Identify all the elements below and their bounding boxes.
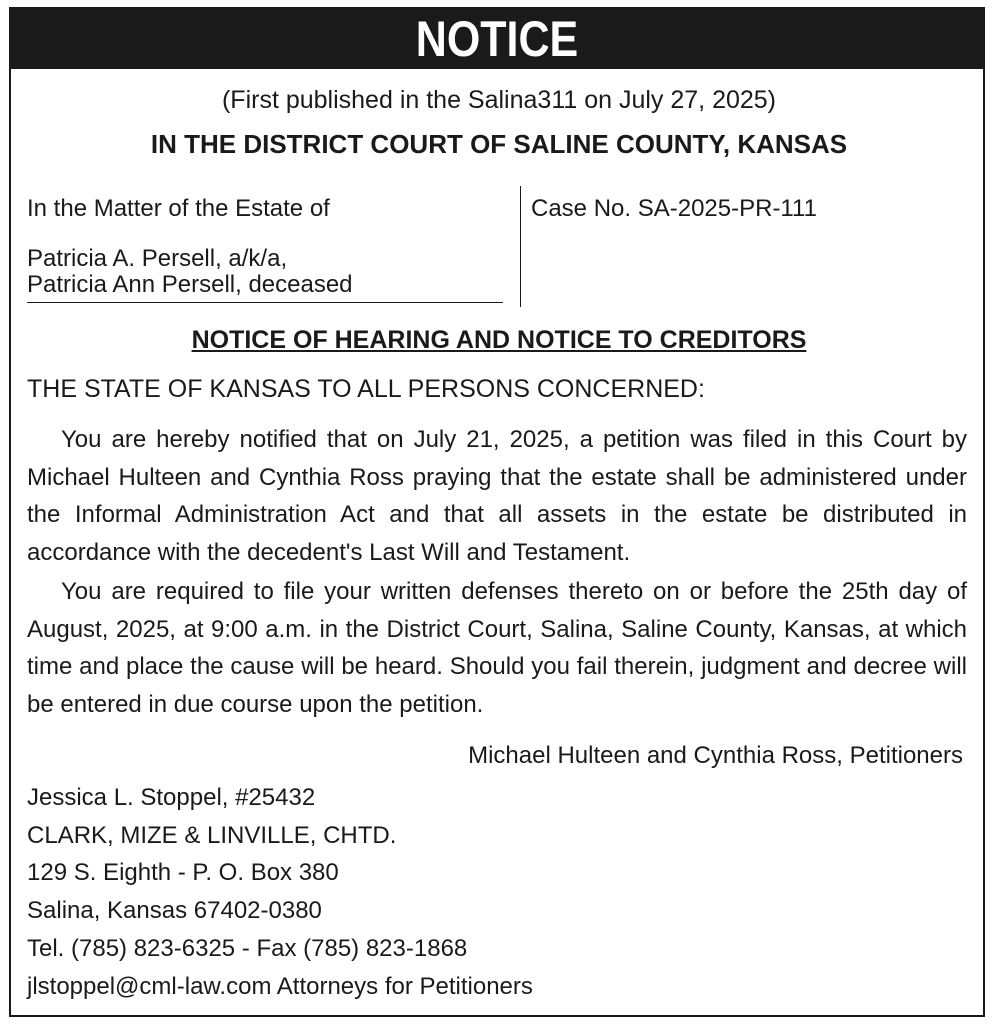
paragraph-defenses (27, 573, 967, 724)
case-number: Case No. SA-2025-PR-111 (531, 195, 817, 222)
first-published-line: (First published in the Salina311 on July 27, 2025) (221, 86, 777, 114)
attorney-signature-block (27, 779, 533, 1005)
paragraph-petition-filed (27, 421, 967, 572)
email-and-role: jlstoppel@cml-law.com Attorneys for Petitioners (27, 972, 533, 1000)
caption-divider (520, 186, 521, 307)
court-name: IN THE DISTRICT COURT OF SALINE COUNTY, KANSAS (150, 129, 848, 159)
notice-frame (9, 7, 985, 1017)
petitioners-line: Michael Hulteen and Cynthia Ross, Petitioners (468, 742, 963, 769)
decedent-name-line-1: Patricia A. Persell, a/k/a, (27, 245, 288, 272)
address-line-2: Salina, Kansas 67402-0380 (27, 897, 322, 925)
decedent-name-line-2: Patricia Ann Persell, deceased (27, 271, 353, 298)
banner-title: NOTICE (79, 9, 915, 69)
paragraph-1-text: You are hereby notified that on July 21, 2025, a petition was filed in this Court by Michael Hulteen and Cynthia Ross praying that the estate shall be administered under the Informal Administration Act and that all assets in the estate be distributed in accordance with the decedent's Last Will and Testament. (27, 426, 967, 567)
address-line-1: 129 S. Eighth - P. O. Box 380 (27, 859, 339, 887)
paragraph-2-text: You are required to file your written defenses thereto on or before the 25th day of August, 2025, at 9:00 a.m. in the District Court, Salina, Saline County, Kansas, at which time and place the cause will be heard. Should you fail therein, judgment and decree will be entered in due course upon the petition. (27, 578, 967, 719)
salutation: THE STATE OF KANSAS TO ALL PERSONS CONCERNED: (27, 375, 705, 403)
notice-title: NOTICE OF HEARING AND NOTICE TO CREDITORS (191, 326, 807, 354)
phone-fax: Tel. (785) 823-6325 - Fax (785) 823-1868 (27, 934, 468, 962)
notice-banner (11, 9, 983, 69)
estate-matter-label: In the Matter of the Estate of (27, 195, 330, 222)
caption-underline (27, 302, 503, 303)
law-firm: CLARK, MIZE & LINVILLE, CHTD. (27, 821, 397, 849)
attorney-name: Jessica L. Stoppel, #25432 (27, 784, 316, 811)
